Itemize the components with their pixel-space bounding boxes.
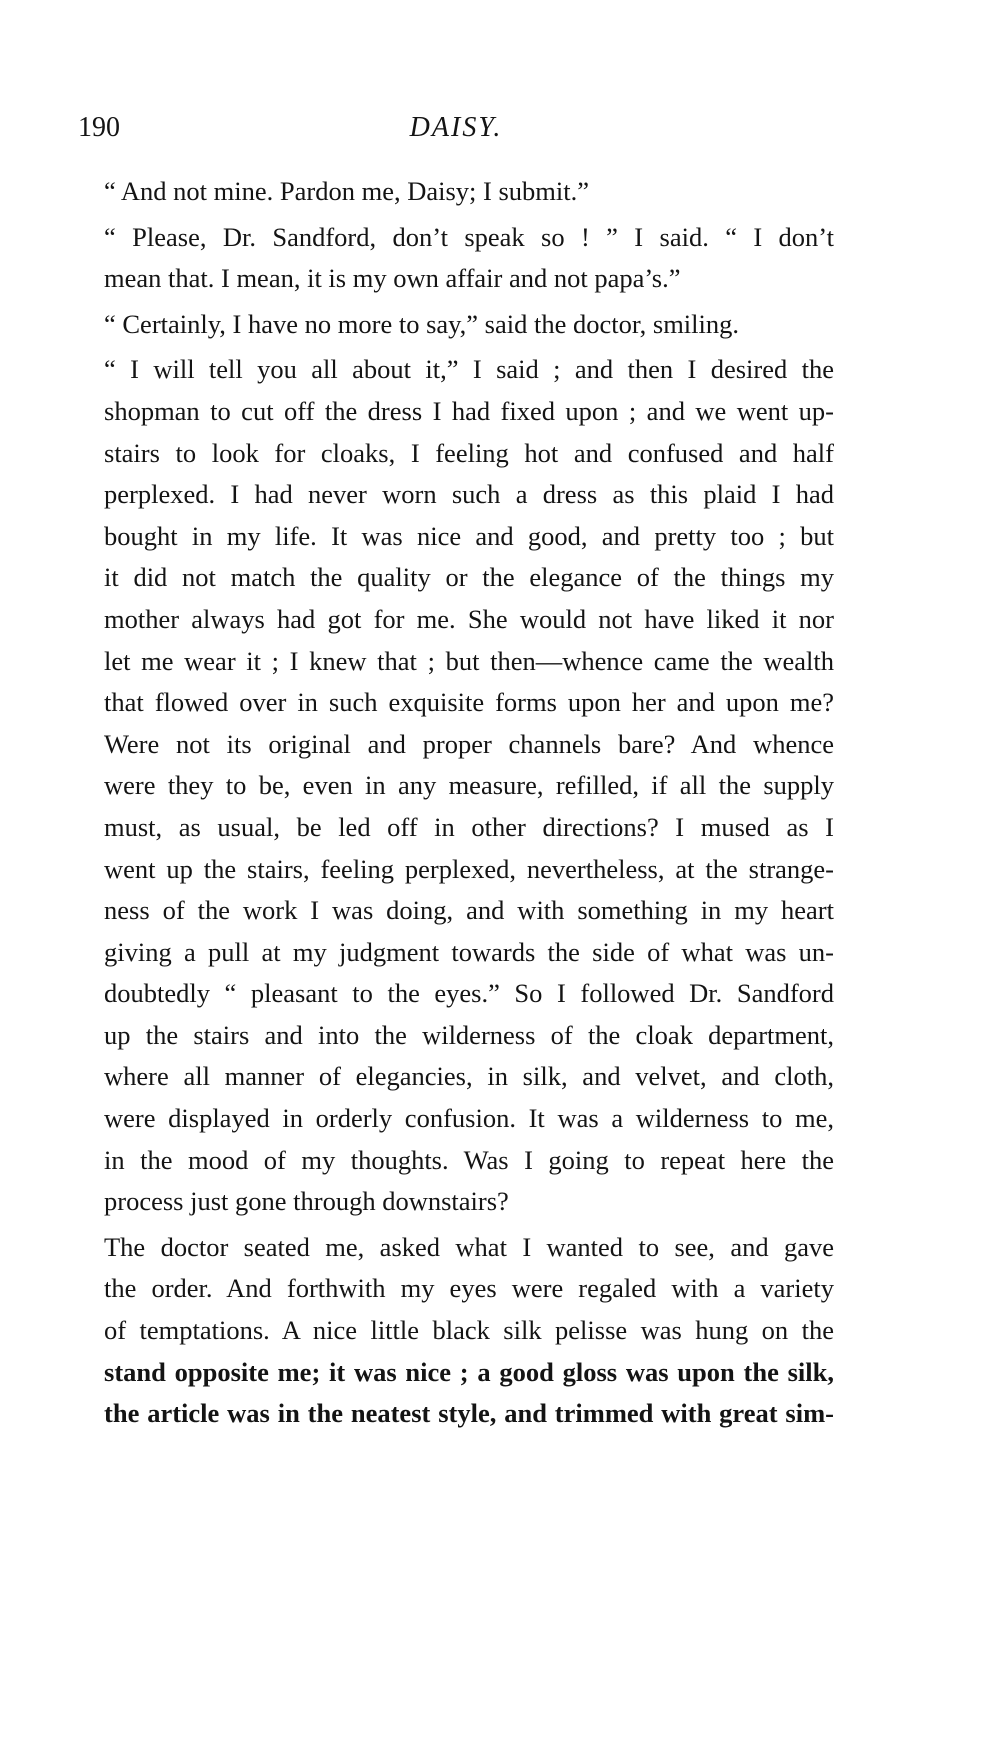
- text-line: went up the stairs, feeling perplexed, nevertheless, at the strange-: [104, 853, 834, 884]
- paragraph-2: [78, 217, 834, 300]
- paragraph-1: [78, 171, 834, 213]
- text-line: of temptations. A nice little black silk pelisse was hung on the: [104, 1315, 834, 1346]
- text-line: up the stairs and into the wilderness of the cloak department,: [104, 1019, 834, 1050]
- text-line: process just gone through downstairs?: [104, 1186, 509, 1217]
- text-line: doubtedly “ pleasant to the eyes.” So I followed Dr. Sandford: [104, 978, 834, 1009]
- text-line: let me wear it ; I knew that ; but then—whence came the wealth: [104, 645, 834, 676]
- text-line: giving a pull at my judgment towards the side of what was un-: [104, 936, 834, 967]
- text-line: bought in my life. It was nice and good, and pretty too ; but: [104, 520, 834, 551]
- text-line: were they to be, even in any measure, refilled, if all the supply: [104, 770, 834, 801]
- text-line: ness of the work I was doing, and with something in my heart: [104, 895, 834, 926]
- paragraph-4: [78, 349, 834, 1222]
- text-line: it did not match the quality or the elegance of the things my: [104, 562, 834, 593]
- text-line: The doctor seated me, asked what I wanted to see, and gave: [104, 1231, 834, 1262]
- paragraph-3: [78, 304, 834, 346]
- text-line: stand opposite me; it was nice ; a good gloss was upon the silk,: [104, 1356, 834, 1387]
- text-line: where all manner of elegancies, in silk, and velvet, and cloth,: [104, 1061, 834, 1092]
- text-line: the order. And forthwith my eyes were regaled with a variety: [104, 1273, 834, 1304]
- paragraph-5: [78, 1227, 834, 1435]
- text-line: must, as usual, be led off in other directions? I mused as I: [104, 811, 834, 842]
- text-line: “ Please, Dr. Sandford, don’t speak so ! ” I said. “ I don’t: [104, 221, 834, 252]
- text-line: “ Certainly, I have no more to say,” said the doctor, smiling.: [104, 308, 740, 339]
- text-line: “ And not mine. Pardon me, Daisy; I submit.”: [104, 176, 590, 206]
- body-text: [78, 171, 834, 1435]
- text-line: were displayed in orderly confusion. It was a wilderness to me,: [104, 1103, 834, 1134]
- text-line: mother always had got for me. She would not have liked it nor: [104, 603, 834, 634]
- text-line: that flowed over in such exquisite forms upon her and upon me?: [104, 687, 834, 718]
- running-head: DAISY.: [409, 112, 503, 143]
- page-number: 190: [78, 112, 120, 143]
- text-line: in the mood of my thoughts. Was I going to repeat here the: [104, 1144, 834, 1175]
- text-line: the article was in the neatest style, and trimmed with great sim-: [104, 1398, 834, 1429]
- text-line: shopman to cut off the dress I had fixed upon ; and we went up-: [104, 395, 834, 426]
- text-line: Were not its original and proper channels bare? And whence: [104, 728, 834, 759]
- text-line: “ I will tell you all about it,” I said ; and then I desired the: [104, 354, 834, 385]
- text-line: perplexed. I had never worn such a dress as this plaid I had: [104, 479, 834, 510]
- text-line: mean that. I mean, it is my own affair and not papa’s.”: [104, 263, 681, 294]
- text-line: stairs to look for cloaks, I feeling hot and confused and half: [104, 437, 834, 468]
